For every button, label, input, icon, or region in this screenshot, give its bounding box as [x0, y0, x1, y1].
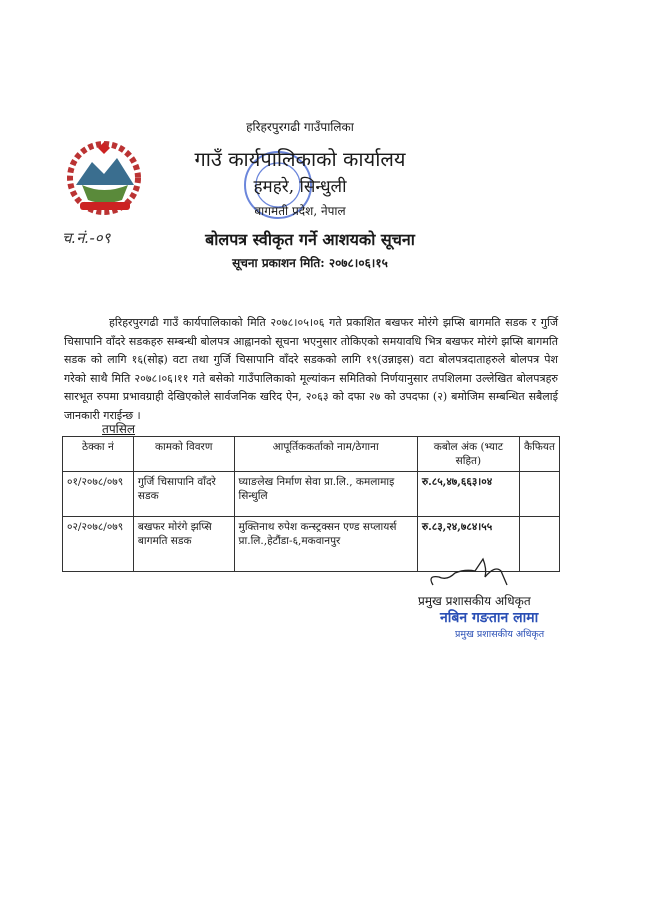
remarks [520, 517, 560, 572]
supplier: मुक्तिनाथ रुपेश कन्स्ट्रक्सन एण्ड सप्लायर्स प्रा.लि.,हेटौंडा-६,मकवानपुर [234, 517, 417, 572]
contract-no: ०२/२०७८/०७९ [63, 517, 134, 572]
supplier: घ्याङलेख निर्माण सेवा प्रा.लि., कमलामाइ सिन्धुलि [234, 472, 417, 517]
signer-name-stamp: नबिन गङतान लामा [440, 610, 539, 626]
details-label: तपसिल [102, 422, 136, 436]
office-name: गाउँ कार्यपालिकाको कार्यालय [194, 147, 406, 171]
office-location: हमहरे, सिन्धुली [253, 177, 347, 197]
nepal-emblem-logo [62, 140, 147, 215]
province: बागमती प्रदेश, नेपाल [254, 204, 346, 218]
col-contract-no: ठेक्का नं [63, 437, 134, 472]
col-bid-amount: कबोल अंक (भ्याट सहित) [417, 437, 519, 472]
handwritten-signature [425, 555, 515, 595]
municipality-name: हरिहरपुरगढी गाउँपालिका [246, 120, 354, 134]
bid-amount: रु.८३,२४,७८४।५५ [417, 517, 519, 572]
notice-title: बोलपत्र स्वीकृत गर्ने आशयको सूचना [205, 230, 415, 249]
bid-amount: रु.८५,४७,६६३।०४ [417, 472, 519, 517]
work-description: बखफर मोरंगे झप्सि बागमति सडक [133, 517, 234, 572]
signer-designation-stamp: प्रमुख प्रशासकीय अधिकृत [455, 629, 545, 640]
col-remarks: कैफियत [520, 437, 560, 472]
reference-number: च.नं.-०९ [62, 229, 111, 247]
table-header-row [63, 437, 560, 472]
remarks [520, 472, 560, 517]
signer-title: प्रमुख प्रशासकीय अधिकृत [418, 594, 531, 608]
notice-body: हरिहरपुरगढी गाउँ कार्यपालिकाको मिति २०७८।०५।०६ गते प्रकाशित बखफर मोरंगे झप्सि बागमति सडक र गुर्जि चिसापानि वाँदरे सडकहरु सम्बन्धी बोलपत्र आह्वानको सूचना भएनुसार तोकिएको समयावधि भित्र बखफर मोरंगे झप्सि बागमति सडक को लागि १६(सोह्र) वटा तथा गुर्जि चिसापानि वाँदरे सडकको लागि १९(उन्नाइस) वटा बोलपत्रदाताहरुले बोलपत्र पेश गरेको साथै मिति २०७८।०६।११ गते बसेको गाउँपालिकाको मूल्यांकन समितिको निर्णयानुसार तपशिलमा उल्लेखित बोलपत्रहरु सारभूत रुपमा प्रभावग्राही देखिएकोले सार्वजनिक खरिद ऐन, २०६३ को दफा २७ को उपदफा (२) बमोजिम सम्बन्धित सबैलाई जानकारी गराईन्छ । [64, 316, 558, 422]
work-description: गुर्जि चिसापानि वाँदरे सडक [133, 472, 234, 517]
table-row [63, 472, 560, 517]
contract-no: ०१/२०७८/०७९ [63, 472, 134, 517]
bid-table [62, 436, 560, 572]
col-work-description: कामको विवरण [133, 437, 234, 472]
publication-date: सूचना प्रकाशन मिति: २०७८।०६।१५ [232, 256, 388, 270]
col-supplier: आपूर्तिककर्ताको नाम/ठेगाना [234, 437, 417, 472]
